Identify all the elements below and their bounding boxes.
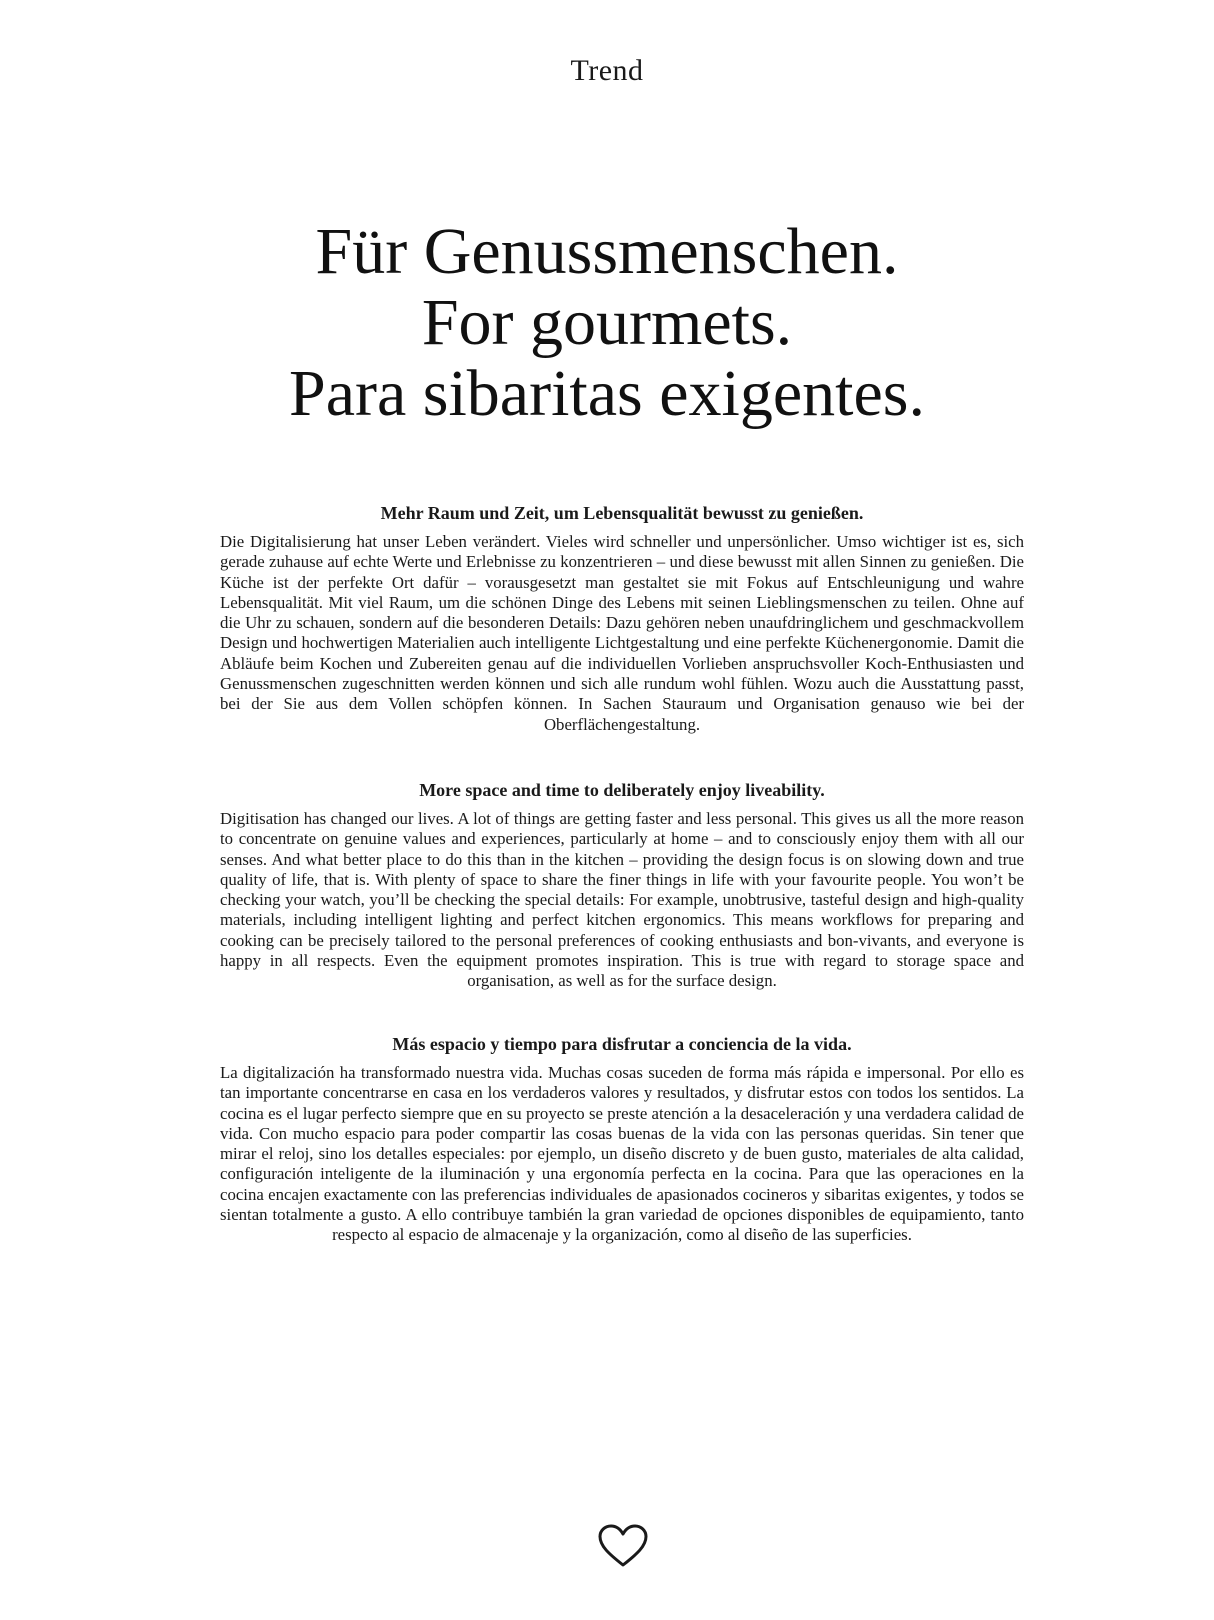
section-spanish: [220, 1033, 1024, 1246]
headline-line-es: Para sibaritas exigentes.: [289, 357, 925, 430]
headline-line-de: Für Genussmenschen.: [315, 215, 899, 288]
section-german: [220, 502, 1024, 735]
page-headline: [0, 216, 1214, 429]
section-heading-es: Más espacio y tiempo para disfrutar a conciencia de la vida.: [392, 1034, 852, 1054]
section-body-es: La digitalización ha transformado nuestra vida. Muchas cosas suceden de forma más rápida e impersonal. Por ello es tan importante concentrarse en casa en los verdaderos valores y resultados, y disfrutar estos con todos los sentidos. La cocina es el lugar perfecto siempre que en su proyecto se preste atención a la desaceleración y una verdadera calidad de vida. Con mucho espacio para poder compartir las cosas buenas de la vida con las personas queridas. Sin tener que mirar el reloj, sino los detalles especiales: por ejemplo, un diseño discreto y de buen gusto, materiales de alta calidad, configuración inteligente de la iluminación y una ergonomía perfecta en la cocina. Para que las operaciones en la cocina encajen exactamente con las preferencias individuales de apasionados cocineros y sibaritas exigentes, y todos se sientan totalmente a gusto. A ello contribuye también la gran variedad de opciones disponibles de equipamiento, tanto respecto al espacio de almacenaje y la organización, como al diseño de las superficies.: [220, 1063, 1024, 1245]
section-heading-de: Mehr Raum und Zeit, um Lebensqualität bewusst zu genießen.: [380, 503, 864, 523]
section-heading-en: More space and time to deliberately enjoy liveability.: [419, 780, 825, 800]
section-label: Trend: [570, 54, 644, 87]
section-body-de: Die Digitalisierung hat unser Leben verändert. Vieles wird schneller und unpersönlicher. Umso wichtiger ist es, sich gerade zuhause auf echte Werte und Erlebnisse zu konzentrieren – und diese bewusst mit allen Sinnen zu genießen. Die Küche ist der perfekte Ort dafür – vorausgesetzt man gestaltet sie mit Fokus auf Entschleunigung und wahre Lebensqualität. Mit viel Raum, um die schönen Dinge des Lebens mit seinen Lieblingsmenschen zu teilen. Ohne auf die Uhr zu schauen, sondern auf die besonderen Details: Dazu gehören neben unaufdringlichem und geschmackvollem Design und hochwertigen Materialien auch intelligente Lichtgestaltung und eine perfekte Küchenergonomie. Damit die Abläufe beim Kochen und Zubereiten genau auf die individuellen Vorlieben anspruchsvoller Koch-Enthusiasten und Genussmenschen zugeschnitten werden können und sich alle rundum wohl fühlen. Wozu auch die Ausstattung passt, bei der Sie aus dem Vollen schöpfen können. In Sachen Stauraum und Organisation genauso wie bei der Oberflächengestaltung.: [220, 532, 1024, 734]
section-body-en: Digitisation has changed our lives. A lot of things are getting faster and less personal. This gives us all the more reason to concentrate on genuine values and experiences, particularly at home – and to consciously enjoy them with all our senses. And what better place to do this than in the kitchen – providing the design focus is on slowing down and true quality of life, that is. With plenty of space to share the finer things in life with your favourite people. You won’t be checking your watch, you’ll be checking the special details: For example, unobtrusive, tasteful design and high-quality materials, including intelligent lighting and perfect kitchen ergonomics. This means workflows for preparing and cooking can be precisely tailored to the personal preferences of cooking enthusiasts and bon-vivants, and everyone is happy in all respects. Even the equipment promotes inspiration. This is true with regard to storage space and organisation, as well as for the surface design.: [220, 809, 1024, 991]
section-english: [220, 779, 1024, 992]
headline-line-en: For gourmets.: [421, 286, 793, 359]
heart-icon: [597, 1523, 649, 1569]
